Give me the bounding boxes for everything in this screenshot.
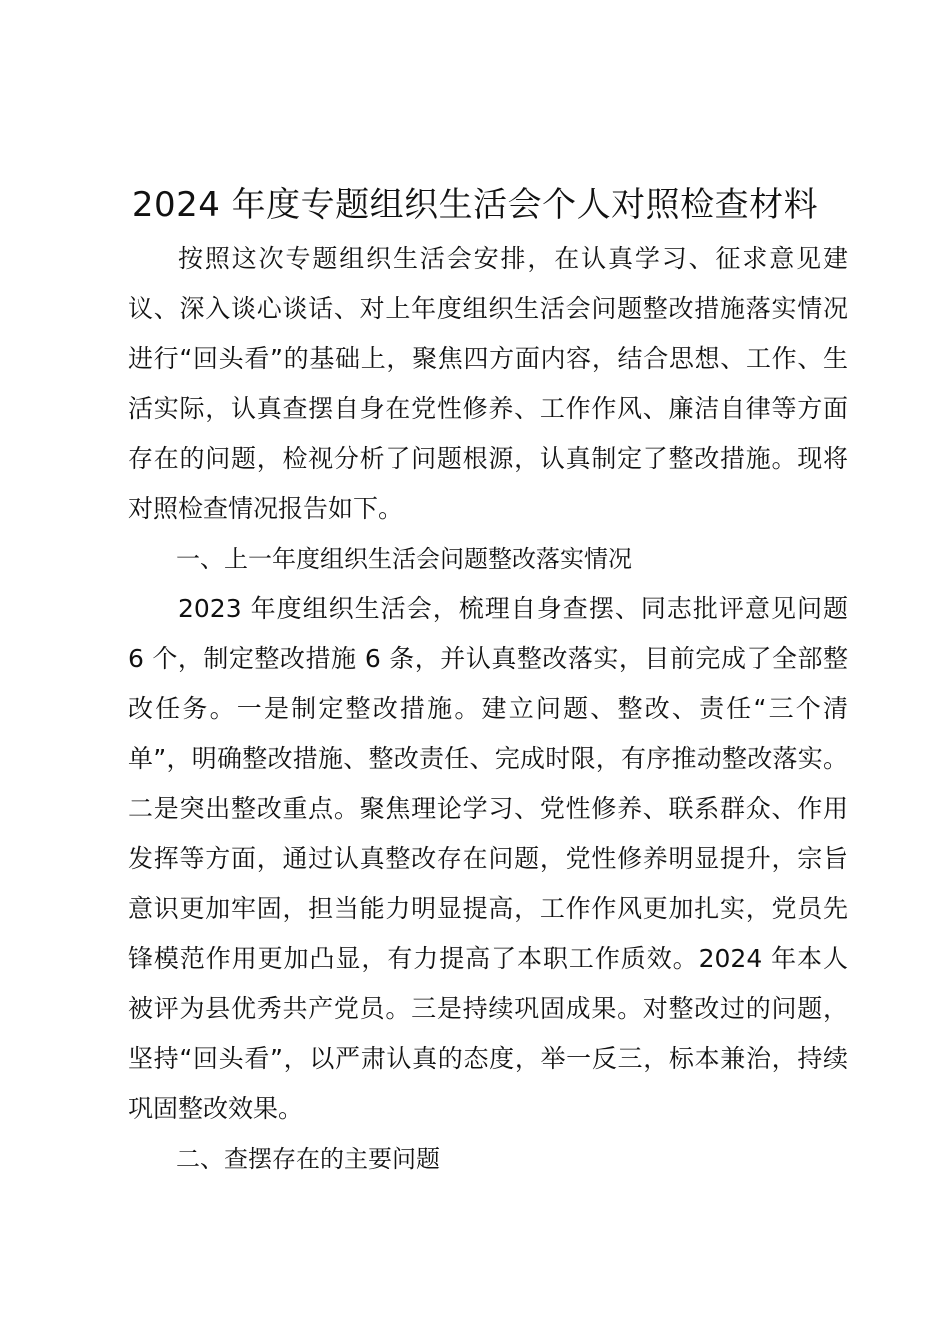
- document-body: [128, 234, 848, 1184]
- section-1-paragraph: 2023 年度组织生活会，梳理自身查摆、同志批评意见问题 6 个，制定整改措施 6 条，并认真整改落实，目前完成了全部整改任务。一是制定整改措施。建立问题、整改、责任“三个清单”，明确整改措施、整改责任、完成时限，有序推动整改落实。二是突出整改重点。聚焦理论学习、党性修养、联系群众、作用发挥等方面，通过认真整改存在问题，党性修养明显提升，宗旨意识更加牢固，担当能力明显提高，工作作风更加扎实，党员先锋模范作用更加凸显，有力提高了本职工作质效。2024 年本人被评为县优秀共产党员。三是持续巩固成果。对整改过的问题，坚持“回头看”，以严肃认真的态度，举一反三，标本兼治，持续巩固整改效果。: [128, 594, 848, 1123]
- document-title: 2024 年度专题组织生活会个人对照检查材料: [131, 185, 819, 225]
- intro-paragraph: 按照这次专题组织生活会安排，在认真学习、征求意见建议、深入谈心谈话、对上年度组织生活会问题整改措施落实情况进行“回头看”的基础上，聚焦四方面内容，结合思想、工作、生活实际，认真查摆自身在党性修养、工作作风、廉洁自律等方面存在的问题，检视分析了问题根源，认真制定了整改措施。现将对照检查情况报告如下。: [128, 244, 848, 523]
- section-heading-2: 二、查摆存在的主要问题: [176, 1145, 440, 1173]
- section-heading-1: 一、上一年度组织生活会问题整改落实情况: [176, 545, 632, 573]
